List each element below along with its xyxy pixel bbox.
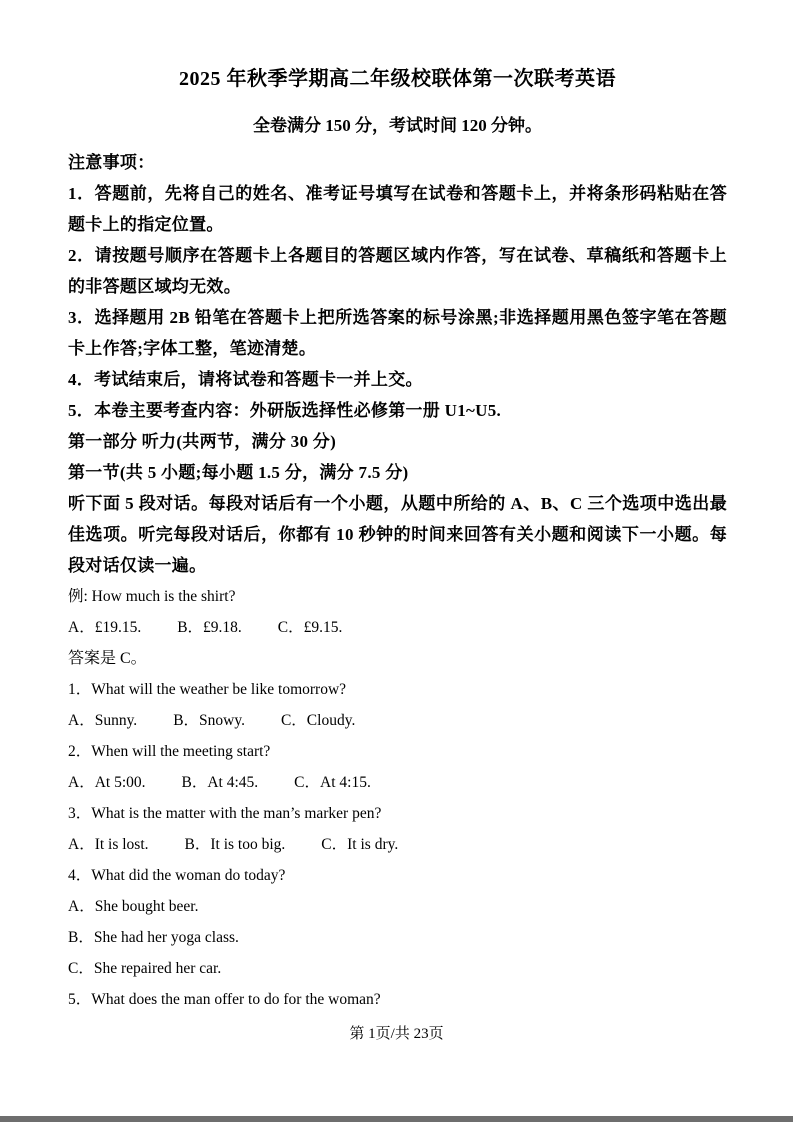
part1-heading: 第一部分 听力(共两节，满分 30 分)	[68, 432, 337, 451]
example-prompt: 例: How much is the shirt?	[68, 588, 236, 605]
bottom-scan-bar	[0, 1116, 793, 1122]
question-1-text: 1．What will the weather be like tomorrow?	[68, 681, 347, 698]
question-2-text: 2．When will the meeting start?	[68, 743, 271, 760]
exam-subtitle: 全卷满分 150 分，考试时间 120 分钟。	[253, 116, 542, 135]
example-answer: 答案是 C。	[68, 650, 147, 667]
question-5-text: 5．What does the man offer to do for the woman?	[68, 991, 381, 1008]
notice-item-5: 5．本卷主要考查内容：外研版选择性必修第一册 U1~U5.	[68, 401, 502, 420]
question-3-options	[68, 829, 727, 860]
question-3-option-b: B．It is too big.	[184, 836, 286, 853]
section1-instructions: 听下面 5 段对话。每段对话后有一个小题，从题中所给的 A、B、C 三个选项中选出最佳选项。听完每段对话后，你都有 10 秒钟的时间来回答有关小题和阅读下一小题。每段对话仅读一遍。	[68, 494, 727, 575]
example-options	[68, 612, 727, 643]
question-2-options	[68, 767, 727, 798]
notice-item-4: 4．考试结束后，请将试卷和答题卡一并上交。	[68, 370, 423, 389]
question-2-option-a: A．At 5:00.	[68, 774, 146, 791]
example-option-c: C．£9.15.	[277, 619, 343, 636]
question-1-option-c: C．Cloudy.	[280, 712, 356, 729]
example-option-b: B．£9.18.	[177, 619, 242, 636]
question-1-option-a: A．Sunny.	[68, 712, 138, 729]
question-3-text: 3．What is the matter with the man’s marker pen?	[68, 805, 382, 822]
example-option-a: A．£19.15.	[68, 619, 142, 636]
notice-heading: 注意事项：	[68, 153, 155, 172]
question-4-option-b: B．She had her yoga class.	[68, 929, 239, 946]
question-2-option-c: C．At 4:15.	[294, 774, 371, 791]
exam-title: 2025 年秋季学期高二年级校联体第一次联考英语	[179, 68, 616, 90]
question-4-option-a: A．She bought beer.	[68, 898, 199, 915]
question-3-option-a: A．It is lost.	[68, 836, 149, 853]
question-3-option-c: C．It is dry.	[321, 836, 399, 853]
question-1-option-b: B．Snowy.	[173, 712, 245, 729]
notice-item-2: 2．请按题号顺序在答题卡上各题目的答题区域内作答，写在试卷、草稿纸和答题卡上的非答题区域均无效。	[68, 246, 727, 296]
notice-item-1: 1．答题前，先将自己的姓名、准考证号填写在试卷和答题卡上，并将条形码粘贴在答题卡上的指定位置。	[68, 184, 727, 234]
question-4-text: 4．What did the woman do today?	[68, 867, 286, 884]
notice-item-3: 3．选择题用 2B 铅笔在答题卡上把所选答案的标号涂黑;非选择题用黑色签字笔在答题卡上作答;字体工整，笔迹清楚。	[68, 308, 727, 358]
page-footer: 第 1页/共 23页	[349, 1026, 444, 1042]
question-4-option-c: C．She repaired her car.	[68, 960, 222, 977]
question-2-option-b: B．At 4:45.	[181, 774, 259, 791]
section1-heading: 第一节(共 5 小题;每小题 1.5 分，满分 7.5 分)	[68, 463, 409, 482]
question-1-options	[68, 705, 727, 736]
